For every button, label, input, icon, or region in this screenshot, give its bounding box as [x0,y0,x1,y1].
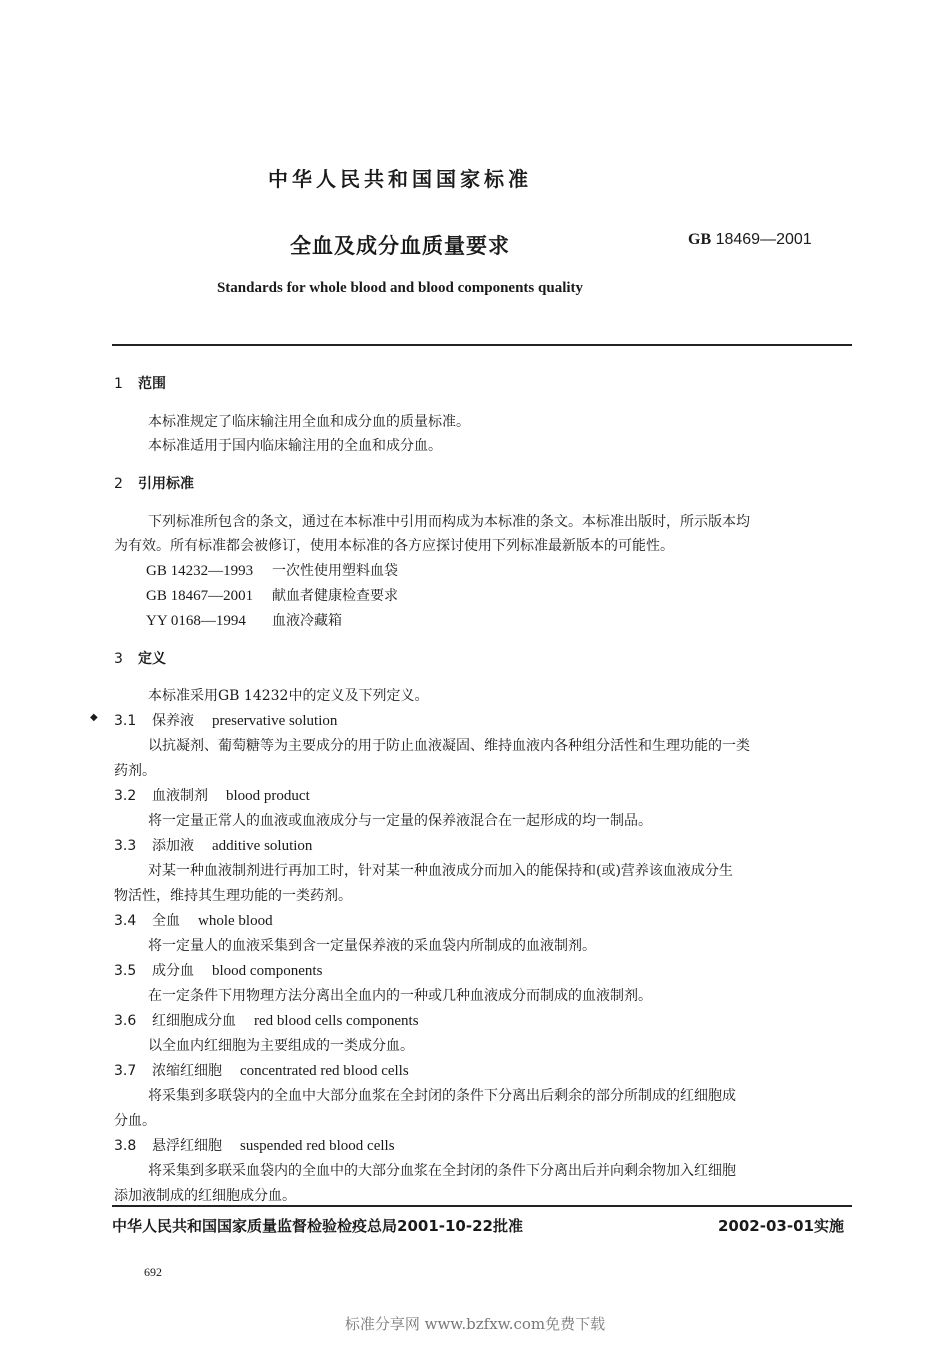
definition-text-cont: 添加液制成的红细胞成分血。 [114,1188,296,1204]
definition-term-zh: 浓缩红细胞 [152,1063,222,1079]
page-number: 692 [144,1265,162,1279]
definition-term-en: blood components [212,963,323,979]
section-number: 1 [114,376,123,392]
definition-number: 3.7 [114,1063,137,1079]
definition-heading-3-8 [114,1135,395,1155]
standard-title-zh: 全血及成分血质量要求 [290,234,510,258]
definition-text: 以全血内红细胞为主要组成的一类成分血。 [148,1038,414,1054]
section-1-heading [114,373,166,393]
section-3-intro: 本标准采用GB 14232中的定义及下列定义。 [148,688,429,704]
reference-code: GB 14232—1993 [146,563,254,579]
definition-heading-3-2 [114,785,310,805]
definition-text: 以抗凝剂、葡萄糖等为主要成分的用于防止血液凝固、维持血液内各种组分活性和生理功能的一类 [148,738,750,754]
definition-text: 在一定条件下用物理方法分离出全血内的一种或几种血液成分而制成的血液制剂。 [148,988,652,1004]
section-3-heading [114,648,166,668]
standard-title-en: Standards for whole blood and blood components quality [216,280,584,296]
section-2-intro-line-2: 为有效。所有标准都会被修订，使用本标准的各方应探讨使用下列标准最新版本的可能性。 [114,538,674,554]
definition-number: 3.3 [114,838,137,854]
definition-term-zh: 悬浮红细胞 [152,1138,222,1154]
definition-number: 3.6 [114,1013,137,1029]
definition-term-zh: 红细胞成分血 [152,1013,236,1029]
definition-number: 3.8 [114,1138,137,1154]
definition-heading-3-6 [114,1010,419,1030]
definition-text-cont: 物活性，维持其生理功能的一类药剂。 [114,888,352,904]
section-2-intro-line-1: 下列标准所包含的条文，通过在本标准中引用而构成为本标准的条文。本标准出版时，所示版本均 [148,514,750,530]
national-standard-heading: 中华人民共和国国家标准 [268,167,532,191]
section-number: 3 [114,651,123,667]
definition-term-en: blood product [226,788,310,804]
definition-term-en: suspended red blood cells [240,1138,395,1154]
definition-term-en: additive solution [212,838,313,854]
definition-text: 将一定量人的血液采集到含一定量保养液的采血袋内所制成的血液制剂。 [148,938,596,954]
reference-item [146,610,342,630]
reference-title: 血液冷藏箱 [272,613,342,629]
definition-text-cont: 分血。 [114,1113,156,1129]
definition-text: 对某一种血液制剂进行再加工时，针对某一种血液成分而加入的能保持和(或)营养该血液成分生 [148,863,733,879]
definition-text: 将采集到多联袋内的全血中大部分血浆在全封闭的条件下分离出后剩余的部分所制成的红细胞成 [148,1088,736,1104]
standard-number-value: 18469—2001 [715,231,812,248]
section-title: 定义 [138,651,166,667]
reference-code: GB 18467—2001 [146,588,254,604]
definition-number: 3.1 [114,713,137,729]
definition-term-zh: 添加液 [152,838,194,854]
definition-heading-3-5 [114,960,322,980]
section-number: 2 [114,476,123,492]
definition-text-cont: 药剂。 [114,763,156,779]
watermark: 标准分享网 www.bzfxw.com免费下载 [344,1315,606,1333]
reference-item [146,585,398,605]
definition-term-en: concentrated red blood cells [240,1063,409,1079]
section-1-para-1: 本标准规定了临床输注用全血和成分血的质量标准。 [148,414,470,430]
definition-term-en: whole blood [198,913,273,929]
issue-date: 中华人民共和国国家质量监督检验检疫总局2001-10-22批准 [112,1217,523,1235]
definition-term-en: preservative solution [212,713,338,729]
header-divider [112,344,852,346]
definition-number: 3.5 [114,963,137,979]
definition-number: 3.4 [114,913,137,929]
effective-date: 2002-03-01实施 [718,1217,844,1235]
reference-title: 献血者健康检查要求 [272,588,398,604]
section-1-para-2: 本标准适用于国内临床输注用的全血和成分血。 [148,438,442,454]
definition-term-zh: 保养液 [152,713,194,729]
standard-number-prefix: GB [688,231,712,248]
reference-title: 一次性使用塑料血袋 [272,563,398,579]
reference-item [146,560,398,580]
definition-heading-3-1 [114,710,337,730]
footer-divider [112,1205,852,1207]
section-title: 范围 [138,376,166,392]
definition-term-zh: 全血 [152,913,180,929]
reference-code: YY 0168—1994 [146,613,246,629]
margin-bullet-icon: ◆ [90,712,98,723]
definition-heading-3-7 [114,1060,409,1080]
definition-text: 将一定量正常人的血液或血液成分与一定量的保养液混合在一起形成的均一制品。 [148,813,652,829]
definition-heading-3-4 [114,910,273,930]
definition-term-zh: 成分血 [152,963,194,979]
definition-term-zh: 血液制剂 [152,788,208,804]
standard-number [688,231,812,249]
definition-number: 3.2 [114,788,137,804]
definition-heading-3-3 [114,835,312,855]
definition-term-en: red blood cells components [254,1013,419,1029]
definition-text: 将采集到多联采血袋内的全血中的大部分血浆在全封闭的条件下分离出后并向剩余物加入红细胞 [148,1163,736,1179]
section-title: 引用标准 [138,476,194,492]
section-2-heading [114,473,194,493]
